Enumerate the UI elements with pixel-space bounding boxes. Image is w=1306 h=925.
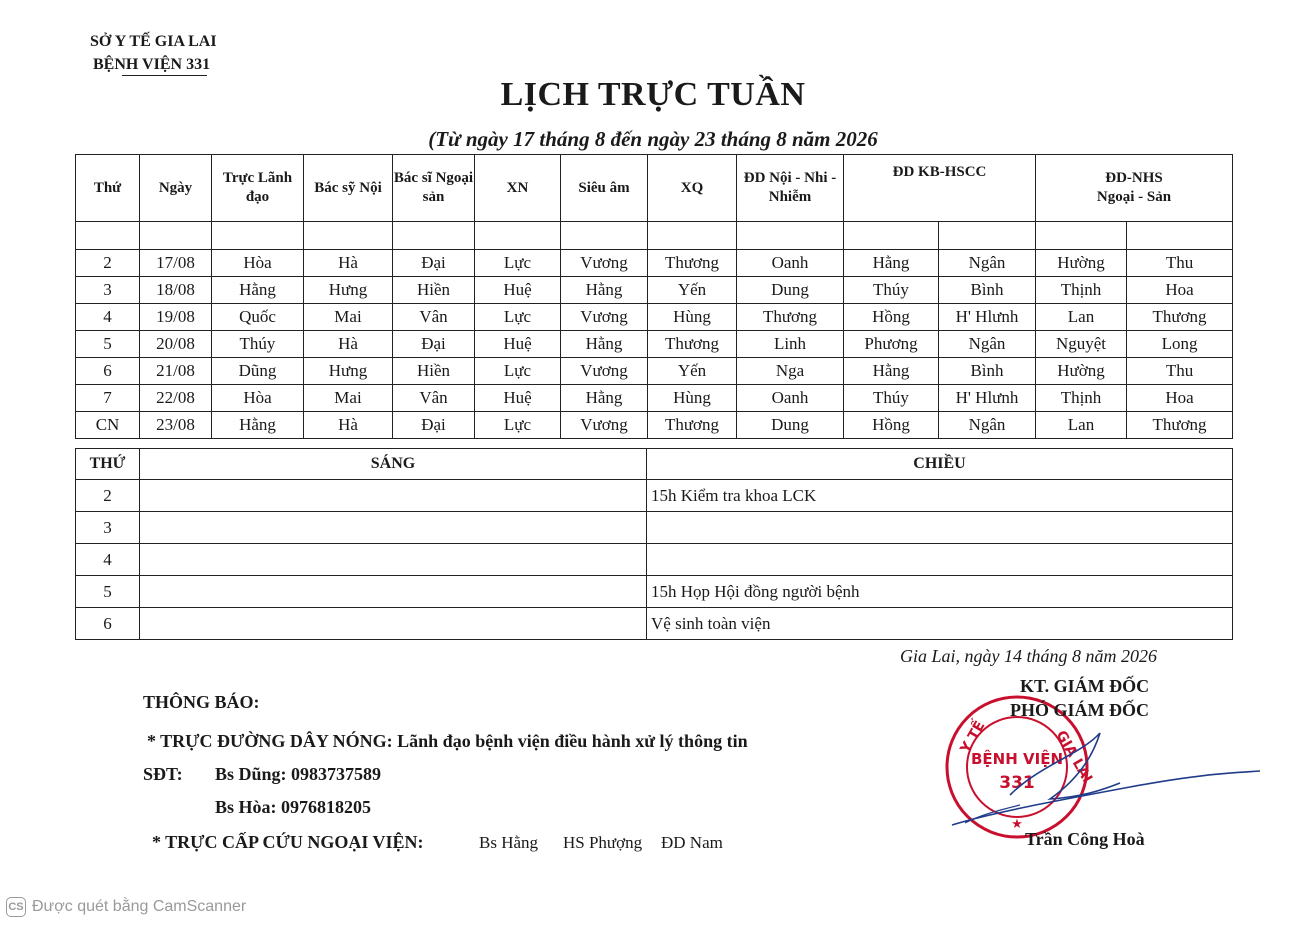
table-cell: Hoa <box>1127 385 1233 412</box>
page-subtitle: (Từ ngày 17 tháng 8 đến ngày 23 tháng 8 năm 2026 <box>428 127 878 151</box>
activity-cell-thu: 6 <box>76 608 140 640</box>
org-hospital: BỆNH VIỆN 331 <box>93 56 211 73</box>
table-cell: 23/08 <box>140 412 212 439</box>
header-bs-noi: Bác sỹ Nội <box>304 155 393 222</box>
table-cell: Hùng <box>648 385 737 412</box>
activity-header-thu: THỨ <box>76 449 140 480</box>
table-cell: Vương <box>561 412 648 439</box>
table-cell: Thương <box>737 304 844 331</box>
table-cell: Lực <box>475 304 561 331</box>
table-cell: Thịnh <box>1036 277 1127 304</box>
notice-hotline: * TRỰC ĐƯỜNG DÂY NÓNG: Lãnh đạo bệnh viện điều hành xử lý thông tin <box>147 731 748 751</box>
header-xq: XQ <box>648 155 737 222</box>
table-cell: H' Hlưnh <box>939 385 1036 412</box>
table-cell: Hưng <box>304 358 393 385</box>
notice-er-staff-2: HS Phượng <box>563 833 643 852</box>
table-cell: Huệ <box>475 331 561 358</box>
table-cell: Long <box>1127 331 1233 358</box>
activity-cell-chieu <box>647 544 1233 576</box>
blank-subheader-row <box>76 222 1233 250</box>
header-dd-nhs-line1: ĐD-NHS <box>1105 170 1163 186</box>
table-cell: Hà <box>304 331 393 358</box>
table-cell: 5 <box>76 331 140 358</box>
activity-table <box>75 448 1233 640</box>
table-cell: Hòa <box>212 250 304 277</box>
table-row <box>76 385 1233 412</box>
table-cell: Hiền <box>393 358 475 385</box>
svg-text:Y TẾ: Y TẾ <box>957 718 989 756</box>
org-parent: SỞ Y TẾ GIA LAI <box>90 33 217 50</box>
stamp-line2: 331 <box>999 773 1035 793</box>
table-cell: Vương <box>561 304 648 331</box>
table-cell: Hồng <box>844 412 939 439</box>
activity-header-chieu: CHIỀU <box>647 449 1233 480</box>
camscanner-text: Được quét bằng CamScanner <box>32 898 247 915</box>
table-cell: 2 <box>76 250 140 277</box>
signer-title-pho: PHÓ GIÁM ĐỐC <box>1010 700 1149 720</box>
activity-body <box>76 480 1233 640</box>
table-cell: Thương <box>648 250 737 277</box>
table-cell: Ngân <box>939 250 1036 277</box>
header-dd-noi-nhi-nhiem: ĐD Nội - Nhi - Nhiễm <box>737 155 844 222</box>
blank-cell <box>1036 222 1127 250</box>
camscanner-icon: CS <box>6 897 26 917</box>
activity-cell-sang <box>140 544 647 576</box>
page-title: LỊCH TRỰC TUẦN <box>500 76 806 113</box>
header-dd-nhs <box>1036 155 1233 222</box>
table-cell: Hoa <box>1127 277 1233 304</box>
table-cell: Hồng <box>844 304 939 331</box>
table-cell: Hằng <box>844 250 939 277</box>
stamp-line1: BỆNH VIỆN <box>971 750 1063 768</box>
table-cell: 21/08 <box>140 358 212 385</box>
activity-row <box>76 544 1233 576</box>
activity-row <box>76 480 1233 512</box>
activity-cell-thu: 4 <box>76 544 140 576</box>
notice-er-label: * TRỰC CẤP CỨU NGOẠI VIỆN: <box>152 832 424 852</box>
table-cell: Phương <box>844 331 939 358</box>
table-cell: Quốc <box>212 304 304 331</box>
table-cell: Thương <box>1127 304 1233 331</box>
activity-cell-thu: 2 <box>76 480 140 512</box>
blank-cell <box>939 222 1036 250</box>
table-cell: Vương <box>561 358 648 385</box>
table-cell: Thương <box>1127 412 1233 439</box>
issue-date: Gia Lai, ngày 14 tháng 8 năm 2026 <box>900 646 1158 666</box>
table-cell: Mai <box>304 304 393 331</box>
header-dd-kb-hscc: ĐD KB-HSCC <box>844 155 1036 222</box>
table-cell: Yến <box>648 277 737 304</box>
table-row <box>76 412 1233 439</box>
table-row <box>76 277 1233 304</box>
activity-cell-thu: 5 <box>76 576 140 608</box>
table-cell: Vân <box>393 304 475 331</box>
notice-er-staff-1: Bs Hằng <box>479 833 539 852</box>
notice-phone-2: Bs Hòa: 0976818205 <box>215 797 372 817</box>
header-ngay: Ngày <box>140 155 212 222</box>
table-cell: Đại <box>393 250 475 277</box>
table-cell: Thu <box>1127 358 1233 385</box>
table-cell: 4 <box>76 304 140 331</box>
table-cell: Hường <box>1036 358 1127 385</box>
blank-cell <box>212 222 304 250</box>
table-row <box>76 250 1233 277</box>
table-cell: 3 <box>76 277 140 304</box>
table-cell: 19/08 <box>140 304 212 331</box>
table-cell: Hà <box>304 250 393 277</box>
table-cell: Hiền <box>393 277 475 304</box>
table-cell: Ngân <box>939 412 1036 439</box>
table-cell: Lực <box>475 250 561 277</box>
blank-cell <box>140 222 212 250</box>
table-cell: Nguyệt <box>1036 331 1127 358</box>
notice-title: THÔNG BÁO: <box>143 692 260 712</box>
table-cell: Thúy <box>844 385 939 412</box>
table-cell: Dung <box>737 412 844 439</box>
duty-schedule-table <box>75 154 1233 439</box>
notice-er-staff-3: ĐD Nam <box>661 833 723 852</box>
table-cell: Nga <box>737 358 844 385</box>
table-cell: Dung <box>737 277 844 304</box>
table-cell: Linh <box>737 331 844 358</box>
table-cell: Hường <box>1036 250 1127 277</box>
stamp-star: ★ <box>1011 816 1023 831</box>
table-cell: Mai <box>304 385 393 412</box>
table-cell: Thương <box>648 412 737 439</box>
notice-phone-1: Bs Dũng: 0983737589 <box>215 764 382 784</box>
activity-cell-chieu: Vệ sinh toàn viện <box>647 608 1233 640</box>
blank-cell <box>1127 222 1233 250</box>
table-cell: Hằng <box>561 277 648 304</box>
signer-title-kt: KT. GIÁM ĐỐC <box>1020 676 1150 696</box>
table-cell: 20/08 <box>140 331 212 358</box>
table-cell: Bình <box>939 277 1036 304</box>
blank-cell <box>561 222 648 250</box>
blank-cell <box>648 222 737 250</box>
table-cell: Hùng <box>648 304 737 331</box>
table-cell: Oanh <box>737 385 844 412</box>
table-cell: Bình <box>939 358 1036 385</box>
header-thu: Thứ <box>76 155 140 222</box>
table-cell: Hằng <box>212 412 304 439</box>
table-cell: CN <box>76 412 140 439</box>
table-cell: Hà <box>304 412 393 439</box>
table-cell: 18/08 <box>140 277 212 304</box>
activity-header-sang: SÁNG <box>140 449 647 480</box>
table-cell: Thúy <box>212 331 304 358</box>
blank-cell <box>76 222 140 250</box>
table-row <box>76 331 1233 358</box>
table-cell: Thu <box>1127 250 1233 277</box>
blank-cell <box>304 222 393 250</box>
camscanner-watermark <box>6 897 246 917</box>
table-cell: Đại <box>393 412 475 439</box>
header-sieu-am: Siêu âm <box>561 155 648 222</box>
table-cell: Yến <box>648 358 737 385</box>
activity-cell-sang <box>140 512 647 544</box>
activity-row <box>76 512 1233 544</box>
table-cell: Lực <box>475 412 561 439</box>
table-cell: Vân <box>393 385 475 412</box>
table-cell: Hằng <box>561 385 648 412</box>
table-cell: H' Hlưnh <box>939 304 1036 331</box>
table-cell: Oanh <box>737 250 844 277</box>
blank-cell <box>844 222 939 250</box>
activity-cell-chieu: 15h Kiểm tra khoa LCK <box>647 480 1233 512</box>
table-cell: 7 <box>76 385 140 412</box>
activity-cell-thu: 3 <box>76 512 140 544</box>
table-cell: Lan <box>1036 304 1127 331</box>
activity-cell-sang <box>140 480 647 512</box>
table-cell: 6 <box>76 358 140 385</box>
table-cell: Thương <box>648 331 737 358</box>
table-cell: Lan <box>1036 412 1127 439</box>
header-dd-nhs-line2: Ngoại - Sản <box>1096 189 1172 205</box>
table-cell: Lực <box>475 358 561 385</box>
table-row <box>76 358 1233 385</box>
table-cell: 22/08 <box>140 385 212 412</box>
table-row <box>76 304 1233 331</box>
table-cell: Hằng <box>212 277 304 304</box>
table-cell: Hằng <box>561 331 648 358</box>
header-xn: XN <box>475 155 561 222</box>
header-lanh-dao: Trực Lãnh đạo <box>212 155 304 222</box>
signer-name: Trần Công Hoà <box>1025 829 1145 849</box>
table-cell: Hòa <box>212 385 304 412</box>
table-cell: Huệ <box>475 385 561 412</box>
activity-cell-chieu <box>647 512 1233 544</box>
header-bs-ngoai-san: Bác sĩ Ngoại sản <box>393 155 475 222</box>
table-cell: Ngân <box>939 331 1036 358</box>
activity-cell-chieu: 15h Họp Hội đồng người bệnh <box>647 576 1233 608</box>
table-cell: Thịnh <box>1036 385 1127 412</box>
activity-cell-sang <box>140 608 647 640</box>
table-cell: Vương <box>561 250 648 277</box>
blank-cell <box>393 222 475 250</box>
activity-row <box>76 608 1233 640</box>
table-cell: Đại <box>393 331 475 358</box>
table-cell: Dũng <box>212 358 304 385</box>
notice-sdt-label: SĐT: <box>143 764 183 784</box>
table-cell: Huệ <box>475 277 561 304</box>
activity-cell-sang <box>140 576 647 608</box>
table-cell: 17/08 <box>140 250 212 277</box>
blank-cell <box>737 222 844 250</box>
handwritten-signature <box>950 725 1262 835</box>
activity-row <box>76 576 1233 608</box>
duty-body <box>76 250 1233 439</box>
blank-cell <box>475 222 561 250</box>
table-cell: Thúy <box>844 277 939 304</box>
table-cell: Hưng <box>304 277 393 304</box>
svg-text:GIA LAI: GIA LAI <box>1052 728 1096 786</box>
table-cell: Hằng <box>844 358 939 385</box>
